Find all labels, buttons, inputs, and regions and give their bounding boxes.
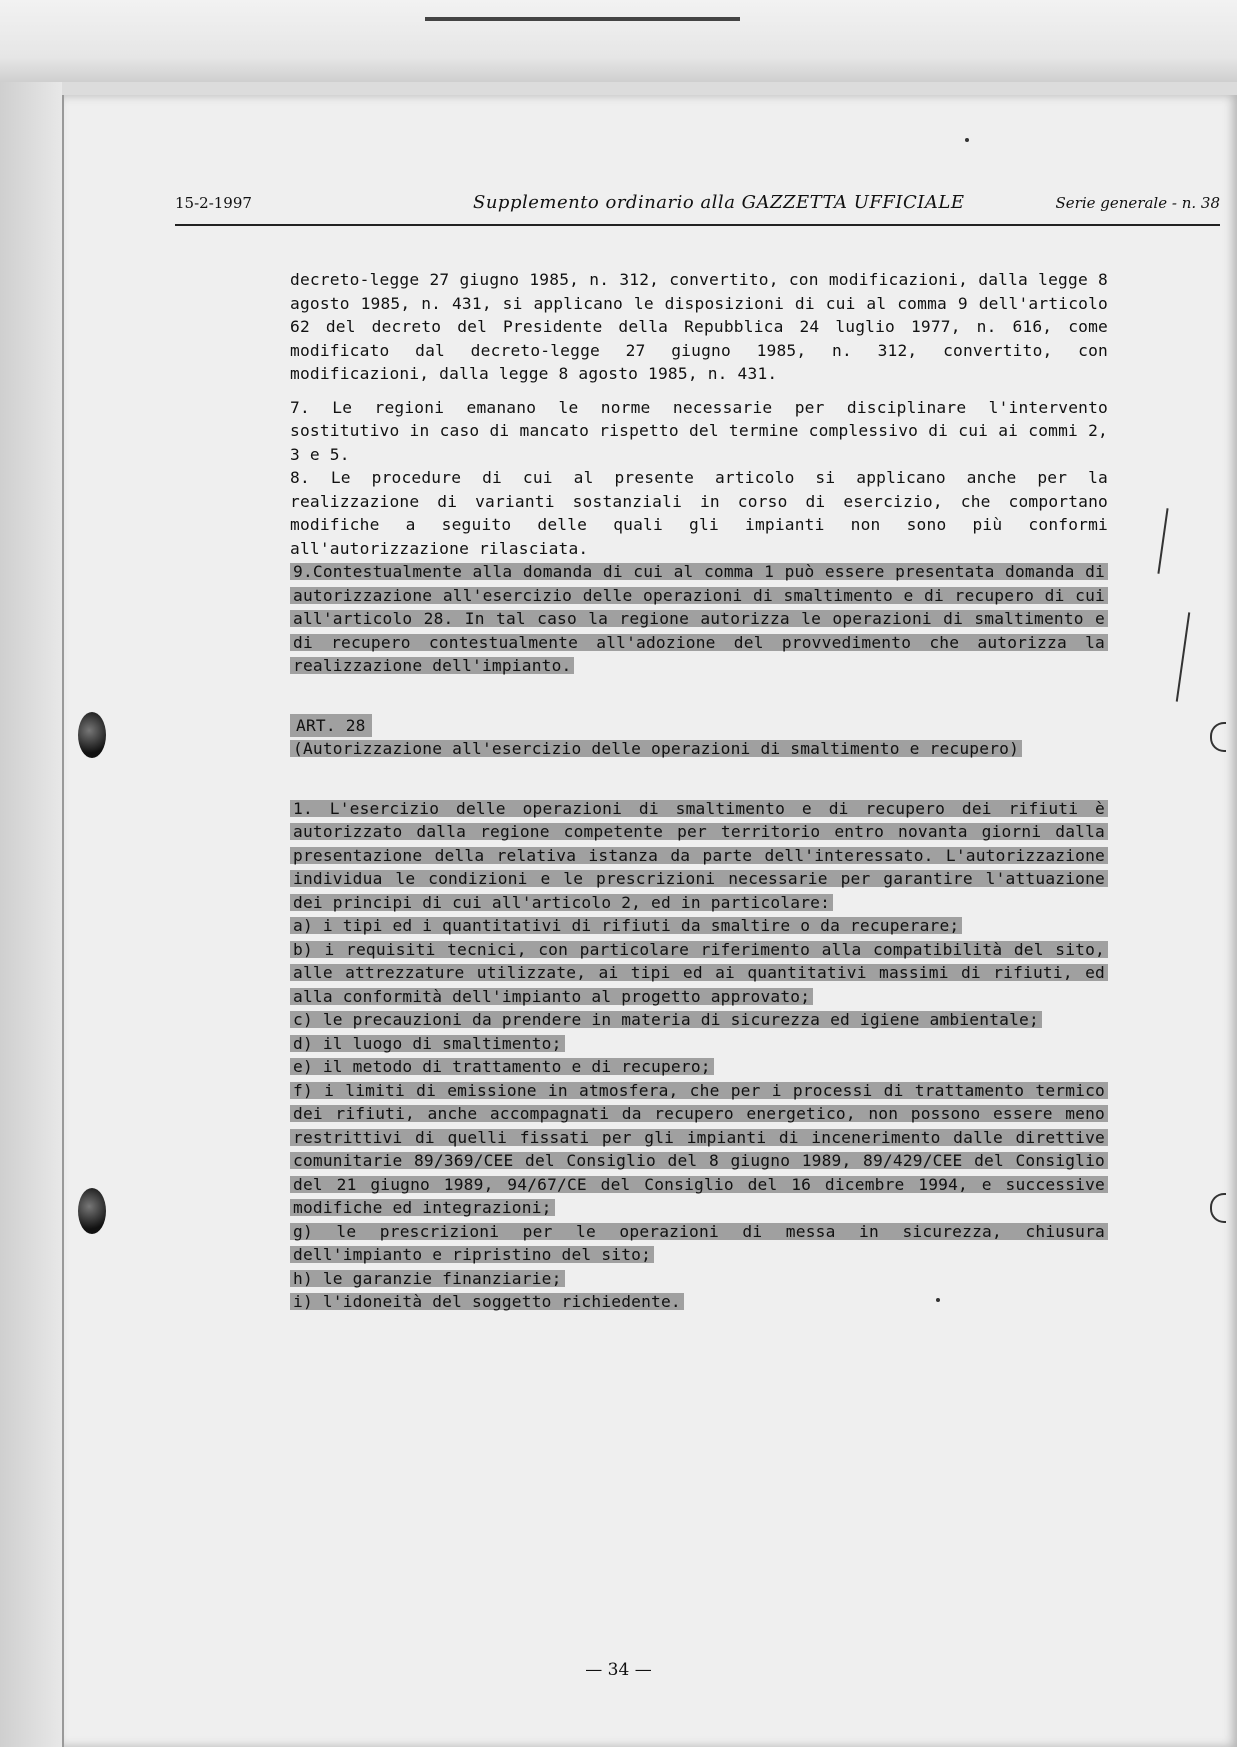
list-item-e: [290, 1055, 1108, 1079]
highlighted-text: 1. L'esercizio delle operazioni di smaltimento e di recupero dei rifiuti è autorizzato dalla regione competente per territorio entro novanta giorni dalla presentazione della relativa istanza da parte dell'interessato. L'autorizzazione individua le condizioni e le prescrizioni necessarie per garantire l'attuazione dei principi di cui all'articolo 2, ed in particolare:: [290, 799, 1108, 912]
list-item-d: [290, 1032, 1108, 1056]
highlighted-text: d) il luogo di smaltimento;: [290, 1034, 565, 1053]
highlighted-text: e) il metodo di trattamento e di recupero;: [290, 1057, 714, 1076]
binder-hole-icon: [78, 712, 106, 758]
highlighted-text: f) i limiti di emissione in atmosfera, che per i processi di trattamento termico dei rifiuti, anche accompagnati da recupero energetico, non possono essere meno restrittivi di quelli fissati per gli impianti di incenerimento dalle direttive comunitarie 89/369/CEE del Consiglio del 8 giugno 1989, 89/429/CEE del Consiglio del 21 giugno 1989, 94/67/CE del Consiglio del 16 dicembre 1994, e successive modifiche ed integrazioni;: [290, 1081, 1108, 1218]
list-item-a: [290, 914, 1108, 938]
article-subtitle: [290, 737, 1108, 761]
highlighted-text: i) l'idoneità del soggetto richiedente.: [290, 1292, 684, 1311]
list-item-f: [290, 1079, 1108, 1220]
page-number: — 34 —: [585, 1660, 652, 1680]
highlighted-text: h) le garanzie finanziarie;: [290, 1269, 565, 1288]
page-header: [175, 190, 1220, 226]
list-item-c: [290, 1008, 1108, 1032]
header-date: 15-2-1997: [175, 194, 252, 212]
highlighted-text: b) i requisiti tecnici, con particolare riferimento alla compatibilità del sito, alle attrezzature utilizzate, ai tipi ed ai quantitativi massimi di rifiuti, ed alla conformità dell'impianto al progetto approvato;: [290, 940, 1108, 1006]
binder-hole-icon: [78, 1188, 106, 1234]
highlighted-text: a) i tipi ed i quantitativi di rifiuti da smaltire o da recuperare;: [290, 916, 962, 935]
paragraph-9: [290, 560, 1108, 678]
article-heading: [290, 714, 1108, 738]
article-paragraph-1: [290, 797, 1108, 915]
list-item-g: [290, 1220, 1108, 1267]
paragraph-8: 8. Le procedure di cui al presente articolo si applicano anche per la realizzazione di varianti sostanziali in corso di esercizio, che comportano modifiche a seguito delle quali gli impianti non sono più conformi all'autorizzazione rilasciata.: [290, 468, 1108, 558]
scanner-bar: [425, 17, 740, 21]
paragraph-7: 7. Le regioni emanano le norme necessarie per disciplinare l'intervento sostitutivo in caso di mancato rispetto del termine complessivo di cui ai commi 2, 3 e 5.: [290, 397, 1108, 464]
scanner-top-edge: [0, 0, 1237, 82]
speck: [965, 138, 969, 142]
highlighted-text: g) le prescrizioni per le operazioni di messa in sicurezza, chiusura dell'impianto e ripristino del sito;: [290, 1222, 1108, 1265]
document-body: [290, 268, 1108, 1314]
header-title: Supplemento ordinario alla GAZZETTA UFFICIALE: [473, 192, 965, 213]
article-number: ART. 28: [290, 714, 372, 738]
header-series: Serie generale - n. 38: [1055, 194, 1220, 212]
list-item-b: [290, 938, 1108, 1009]
highlighted-text: c) le precauzioni da prendere in materia di sicurezza ed igiene ambientale;: [290, 1010, 1042, 1029]
list-item-h: [290, 1267, 1108, 1291]
highlighted-text: 9.Contestualmente alla domanda di cui al comma 1 può essere presentata domanda di autorizzazione all'esercizio delle operazioni di smaltimento e di recupero di cui all'articolo 28. In tal caso la regione autorizza le operazioni di smaltimento e di recupero contestualmente all'adozione del provvedimento che autorizza la realizzazione dell'impianto.: [290, 562, 1108, 675]
paragraph-intro: decreto-legge 27 giugno 1985, n. 312, convertito, con modificazioni, dalla legge 8 agosto 1985, n. 431, si applicano le disposizioni di cui al comma 9 dell'articolo 62 del decreto del Presidente della Repubblica 24 luglio 1977, n. 616, come modificato dal decreto-legge 27 giugno 1985, n. 312, convertito, con modificazioni, dalla legge 8 agosto 1985, n. 431.: [290, 270, 1108, 383]
page-edge-shadow: [0, 82, 62, 1747]
highlighted-text: (Autorizzazione all'esercizio delle operazioni di smaltimento e recupero): [290, 739, 1022, 758]
list-item-i: [290, 1290, 1108, 1314]
